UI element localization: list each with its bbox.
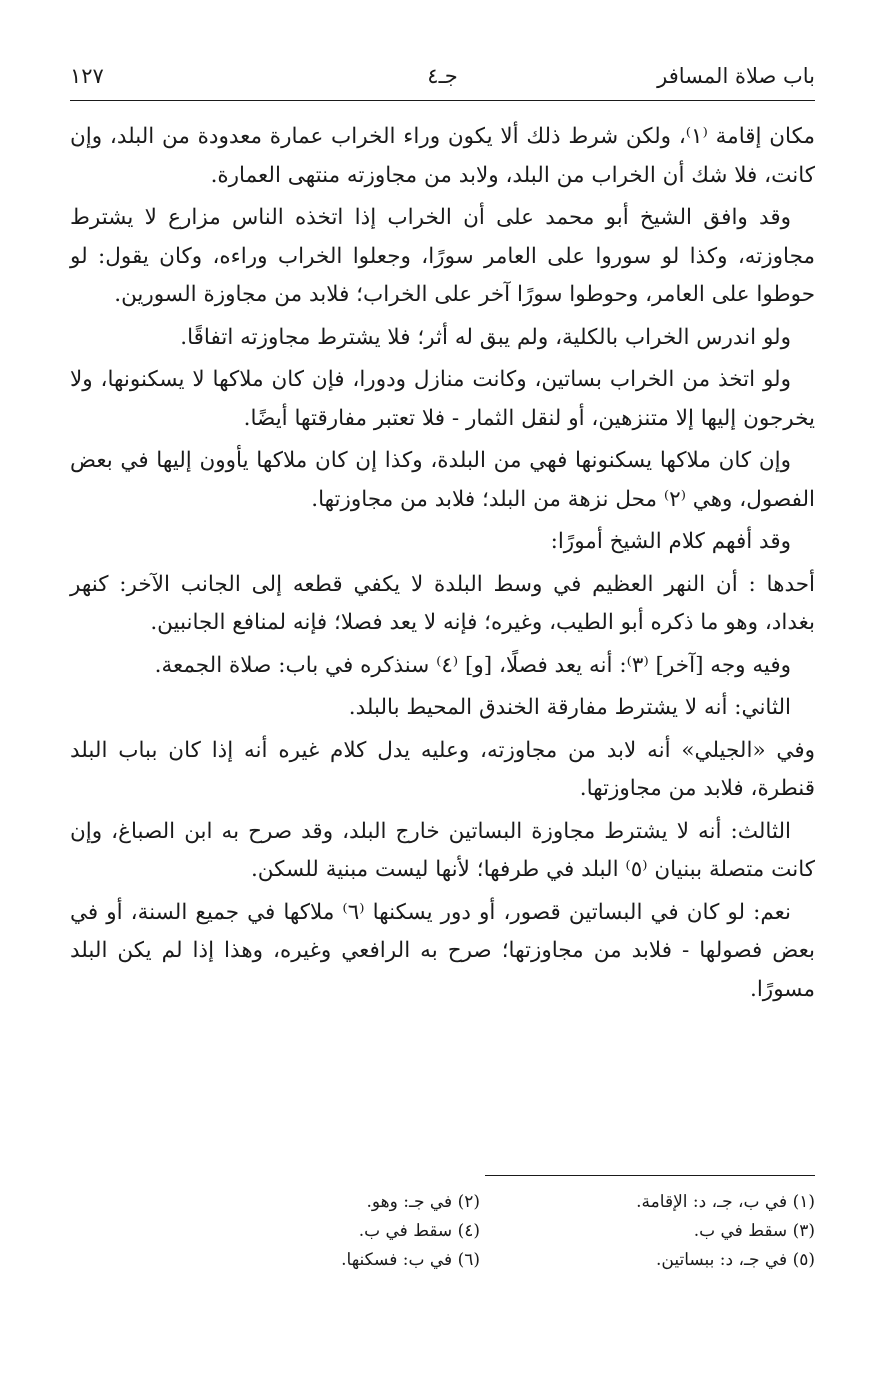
running-header — [70, 58, 815, 98]
paragraph: أحدها : أن النهر العظيم في وسط البلدة لا يكفي قطعه إلى الجانب الآخر: كنهر بغداد، وهو ما ذكره أبو الطيب، وغيره؛ فإنه لا يعد فصلا؛ فإنه لمنافع الجانبين. — [70, 571, 815, 635]
paragraph: وفيه وجه [آخر] ⁽٣⁾: أنه يعد فصلًا، [و] ⁽٤⁾ سنذكره في باب: صلاة الجمعة. — [154, 652, 791, 678]
paragraph: وقد أفهم كلام الشيخ أمورًا: — [550, 529, 791, 554]
paragraph: وفي «الجيلي» أنه لابد من مجاوزته، وعليه يدل كلام غيره أنه إذا كان بباب البلد قنطرة، فلابد من مجاوزتها. — [70, 737, 815, 801]
page-number: ١٢٧ — [70, 64, 104, 88]
footnote: (٦) في ب: فسكنها. — [341, 1250, 480, 1270]
chapter-title: باب صلاة المسافر — [657, 64, 815, 88]
paragraph: ولو اندرس الخراب بالكلية، ولم يبق له أثر؛ فلا يشترط مجاوزته اتفاقًا. — [180, 324, 791, 350]
footnote: (١) في ب، جـ، د: الإقامة. — [636, 1192, 815, 1212]
footnote: (٤) سقط في ب. — [358, 1221, 480, 1241]
footnotes — [250, 1188, 815, 1275]
paragraph: مكان إقامة ⁽١⁾، ولكن شرط ذلك ألا يكون وراء الخراب عمارة معدودة من البلد، وإن كانت، فلا شك أن الخراب من البلد، ولابد من مجاوزته منتهى العمارة. — [70, 124, 815, 188]
footnote: (٢) في جـ: وهو. — [366, 1192, 480, 1212]
header-rule — [70, 100, 815, 101]
footnote: (٥) في جـ، د: ببساتين. — [655, 1250, 815, 1270]
paragraph: نعم: لو كان في البساتين قصور، أو دور يسكنها ⁽٦⁾ ملاكها في جميع السنة، أو في بعض فصولها - فلابد من مجاوزتها؛ صرح به الرافعي وغيره، وهذا إذا لم يكن البلد مسورًا. — [70, 899, 815, 1002]
paragraph: ولو اتخذ من الخراب بساتين، وكانت منازل ودورا، فإن كان ملاكها لا يسكنونها، ولا يخرجون إليها إلا متنزهين، أو لنقل الثمار - فلا تعتبر مفارقتها أيضًا. — [70, 367, 815, 431]
paragraph: وقد وافق الشيخ أبو محمد على أن الخراب إذا اتخذه الناس مزارع لا يشترط مجاوزته، وكذا لو سوروا على العامر سورًا، وجعلوا الخراب وراءه، وكان يقول: لو حوطوا على العامر، وحوطوا سورًا آخر على الخراب؛ فلابد من مجاوزة السورين. — [70, 205, 815, 307]
footnote: (٣) سقط في ب. — [693, 1221, 815, 1241]
volume-label: جـ٤ — [427, 64, 458, 88]
footnote-rule — [485, 1175, 815, 1176]
paragraph: الثاني: أنه لا يشترط مفارقة الخندق المحيط بالبلد. — [348, 695, 791, 720]
paragraph: وإن كان ملاكها يسكنونها فهي من البلدة، وكذا إن كان ملاكها يأوون إليها في بعض الفصول، وهي ⁽٢⁾ محل نزهة من البلد؛ فلابد من مجاوزتها. — [70, 448, 815, 512]
main-text — [70, 118, 815, 1013]
paragraph: الثالث: أنه لا يشترط مجاوزة البساتين خارج البلد، وقد صرح به ابن الصباغ، وإن كانت متصلة ببنيان ⁽٥⁾ البلد في طرفها؛ لأنها ليست مبنية للسكن. — [70, 818, 815, 882]
